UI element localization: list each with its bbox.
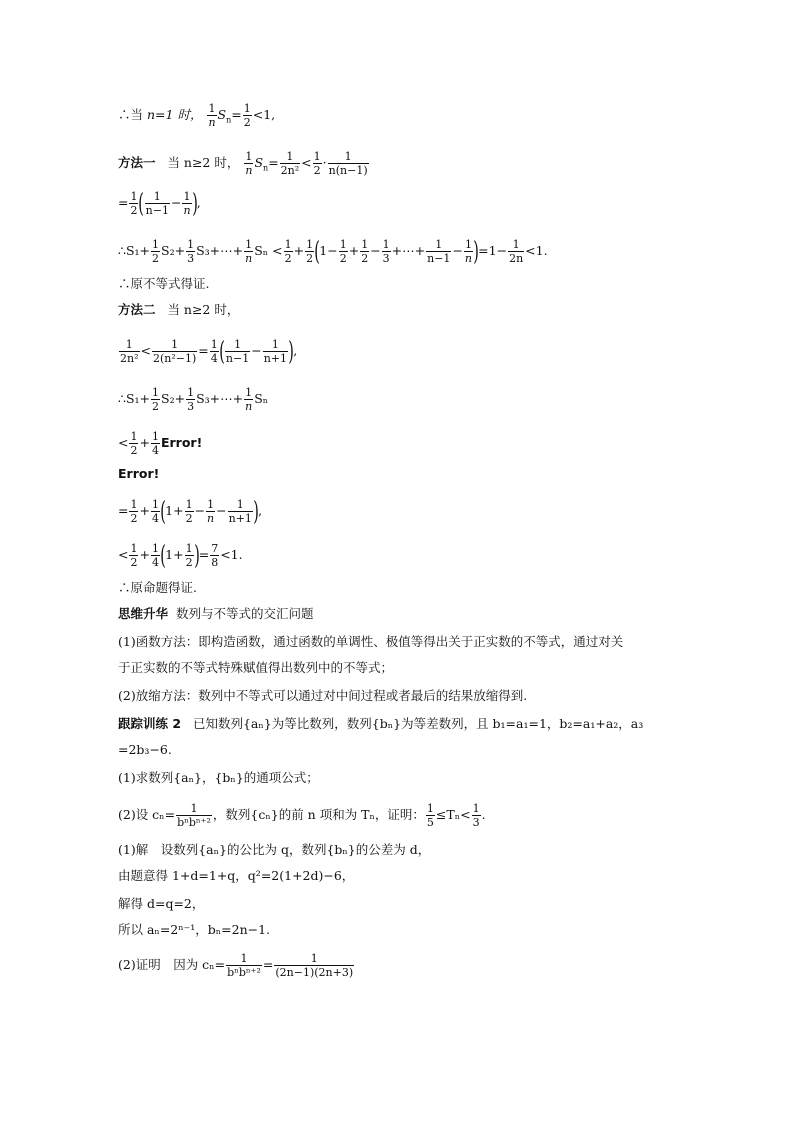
method-1-line: 方法一 当 n≥2 时， $\frac{1}{n}$ $S_n=$ $\frac{1}{\text{2n²}}$ < $\frac{1}{2}$ · $\frac{1}{n(n-1)}$	[118, 150, 368, 177]
insight-heading	[118, 606, 313, 622]
fraction: $\frac{1}{2}$	[243, 102, 251, 129]
method-2-ineq: $\frac{1}{\text{2n²}}$ < $\frac{1}{\text{2(n²−1)}}$ = $\frac{1}{4}$ ( $\frac{1}{n-1}$ − $\frac{1}{n+1}$ ),	[120, 336, 298, 367]
solution-3: 解得 d=q=2，	[118, 896, 205, 911]
insight-2: (2)放缩方法：数列中不等式可以通过对中间过程或者最后的结果放缩得到.	[118, 688, 528, 703]
question-1: (1)求数列{aₙ}，{bₙ}的通项公式；	[118, 770, 319, 785]
solution-5: (2)证明 因为 cₙ= 1 bⁿbⁿ⁺² = $\frac{1}{(2n-1)(2n+3)}$	[118, 952, 354, 979]
question-2: (2)设 cₙ= 1 bⁿbⁿ⁺² ，数列{cₙ}的前 n 项和为 Tₙ，证明： $\frac{1}{5}$ ≤Tₙ< $\frac{1}{3}$ .	[118, 802, 486, 829]
cond: n=1 时，	[147, 107, 203, 122]
insight-1b: 于正实数的不等式特殊赋值得出数列中的不等式；	[118, 660, 394, 675]
error-text: Error!	[160, 435, 203, 450]
solution-1: (1)解 设数列{aₙ}的公比为 q，数列{bₙ}的公差为 d，	[118, 842, 431, 857]
fraction: $\frac{1}{n}$	[183, 190, 191, 217]
insight-title: 思维升华	[118, 606, 169, 621]
practice-line-a: 跟踪训练 2 已知数列{aₙ}为等比数列，数列{bₙ}为等差数列，且 b₁=a₁=1，b₂=a₁+a₂，a₃	[118, 716, 644, 731]
practice-label: 跟踪训练 2	[118, 716, 182, 731]
fraction: $\frac{1}{n(n-1)}$	[328, 150, 368, 177]
fraction: $\frac{1}{n}$	[245, 150, 253, 177]
line-1: ∴当 n=1 时， $\frac{1}{n}$ $S_n=$ $\frac{1}{2}$ <1,	[118, 102, 276, 129]
insight-topic: 数列与不等式的交汇问题	[175, 606, 314, 621]
proved-2: ∴原命题得证.	[118, 580, 197, 595]
method-2-label: 方法二	[118, 302, 156, 317]
therefore: ∴当	[118, 107, 144, 122]
method-1-label: 方法一	[118, 155, 156, 170]
insight-1a: (1)函数方法：即构造函数，通过函数的单调性、极值等得出关于正实数的不等式，通过对关	[118, 634, 624, 649]
line-4: ∴S₁+ $\frac{1}{2}$ S₂+ $\frac{1}{3}$ S₃+⋯+ $\frac{1}{n}$ Sₙ < $\frac{1}{2}$ + $\frac{1}{2}$ (1− $\frac{1}{2}$ + $\frac{1}{2}$ − $\frac{1}{3}$ +⋯+ $\frac{1}{n-1}$ − $\frac{1}{n}$ )=1− $\frac{1}{2n}$ <1.	[118, 236, 548, 267]
solution-2: 由题意得 1+d=1+q，q²=2(1+2d)−6，	[118, 868, 355, 883]
line-3: = $\frac{1}{2}$ ( $\frac{1}{n-1}$ − $\frac{1}{n}$ ),	[118, 188, 201, 219]
fraction: $\frac{1}{\text{2n²}}$	[280, 150, 300, 177]
method-2-sum: ∴S₁+ $\frac{1}{2}$ S₂+ $\frac{1}{3}$ S₃+⋯+ $\frac{1}{n}$ Sₙ	[118, 386, 269, 413]
fraction: $\frac{1}{n-1}$	[145, 190, 169, 217]
practice-line-b: =2b₃−6.	[118, 742, 172, 757]
method-2-line-c: = $\frac{1}{2}$ + $\frac{1}{4}$ (1+ $\frac{1}{2}$ − $\frac{1}{n}$ − $\frac{1}{n+1}$ ),	[118, 496, 263, 527]
fraction: $\frac{1}{2}$	[313, 150, 321, 177]
fraction: $\frac{1}{2}$	[130, 190, 138, 217]
method-2-error-line: < $\frac{1}{2}$ + $\frac{1}{4}$ Error!	[118, 430, 203, 457]
error-text: Error!	[118, 466, 160, 481]
cond: 当 n≥2 时，	[167, 155, 240, 170]
fraction: $\frac{1}{n}$	[208, 102, 216, 129]
solution-4: 所以 aₙ=2ⁿ⁻¹，bₙ=2n−1.	[118, 922, 271, 937]
method-2-line-d: < $\frac{1}{2}$ + $\frac{1}{4}$ (1+ $\frac{1}{2}$ )= $\frac{7}{8}$ <1.	[118, 540, 243, 571]
proved-1: ∴原不等式得证.	[118, 276, 210, 291]
method-2-line: 方法二 当 n≥2 时，	[118, 302, 240, 317]
